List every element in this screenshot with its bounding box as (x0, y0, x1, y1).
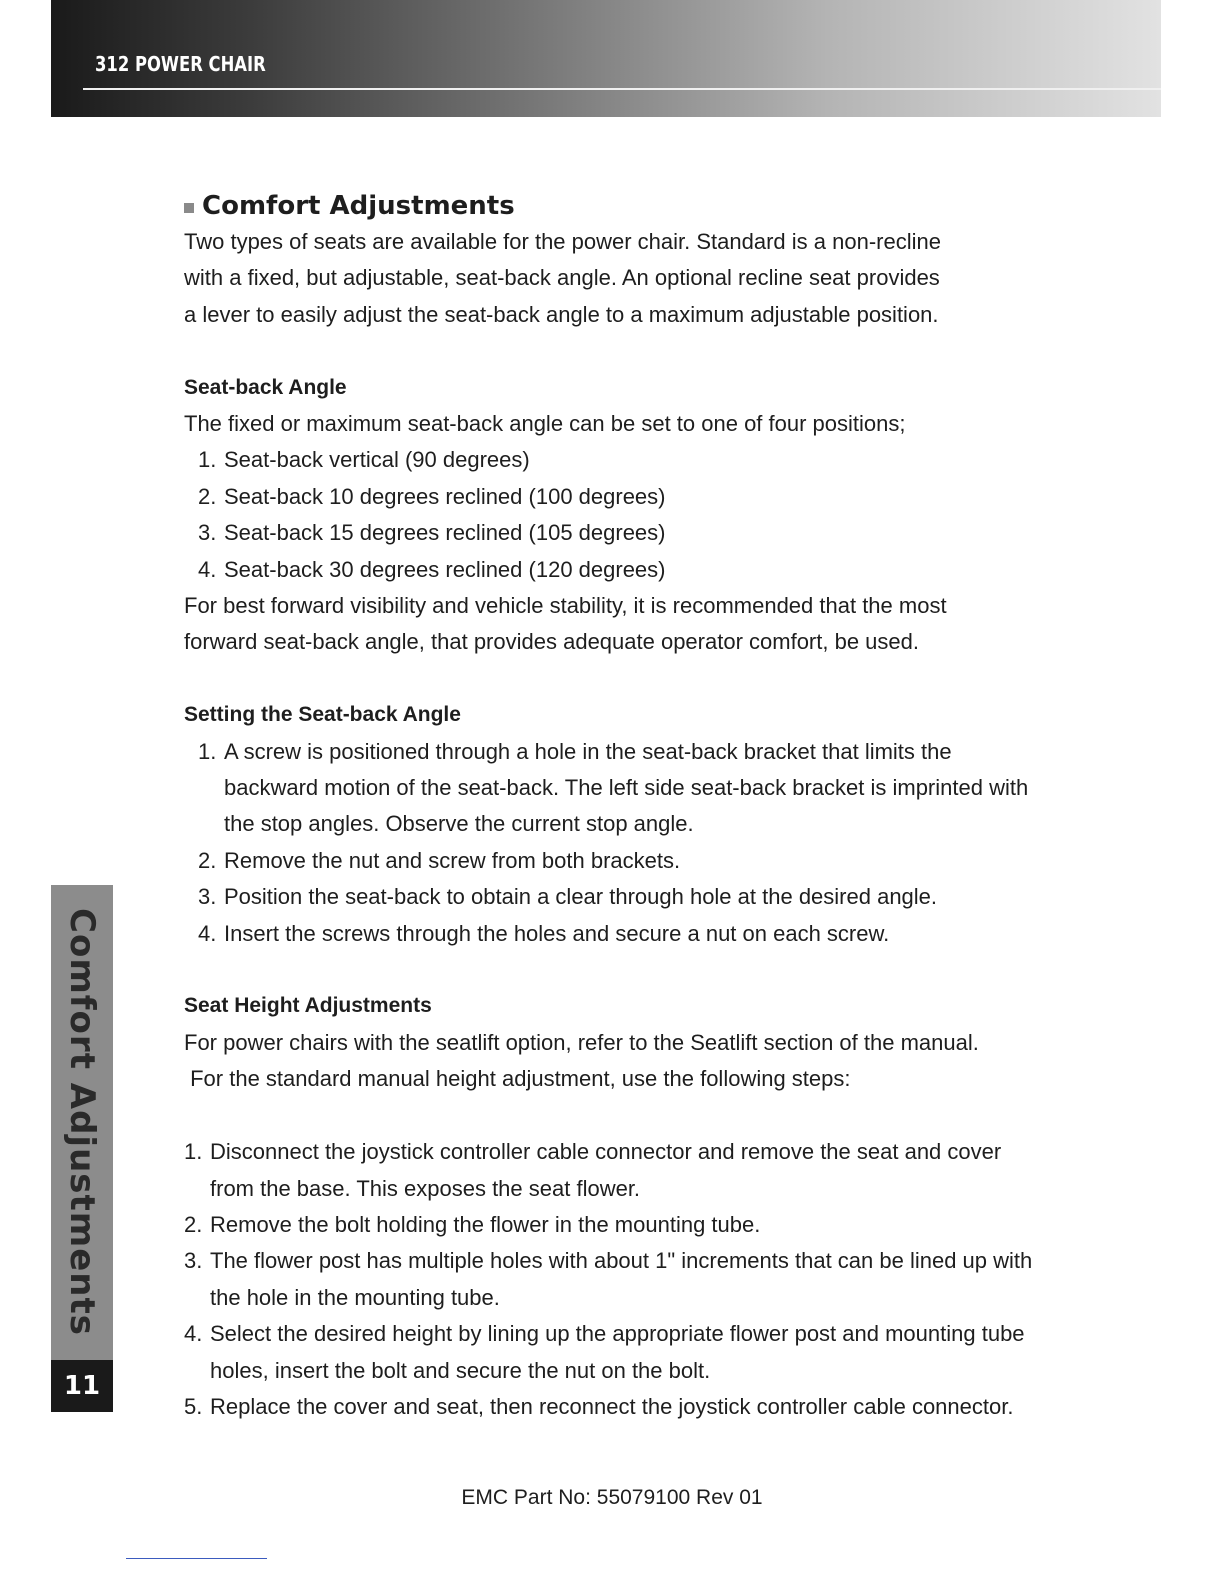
page-number: 11 (51, 1360, 113, 1412)
sidebar-section-tab (51, 885, 113, 1360)
section-heading (184, 188, 1044, 224)
list-item: 2. Seat-back 10 degrees reclined (100 degrees) (198, 483, 666, 509)
height-intro-line-2: For the standard manual height adjustment, use the following steps: (184, 1066, 851, 1092)
intro-line-2: with a fixed, but adjustable, seat-back angle. An optional recline seat provides (184, 265, 940, 291)
list-item: 2. Remove the nut and screw from both brackets. (198, 847, 681, 873)
intro-line-3: a lever to easily adjust the seat-back angle to a maximum adjustable position. (184, 301, 939, 327)
list-item: 2. Remove the bolt holding the flower in the mounting tube. (184, 1211, 761, 1237)
section-heading-text: Comfort Adjustments (202, 191, 515, 221)
list-item: 1. Disconnect the joystick controller cable connector and remove the seat and cover from the base. This exposes the seat flower. (184, 1139, 1002, 1201)
list-item: 1. Seat-back vertical (90 degrees) (198, 447, 530, 473)
height-intro-line-1: For power chairs with the seatlift option, refer to the Seatlift section of the manual. (184, 1029, 979, 1055)
sidebar-section-label: Comfort Adjustments (62, 908, 102, 1336)
footer-rule (126, 1558, 267, 1559)
list-item: 4. Insert the screws through the holes and secure a nut on each screw. (198, 920, 890, 946)
list-item: 3. The flower post has multiple holes with about 1" increments that can be lined up with the hole in the mounting tube. (184, 1248, 1033, 1310)
height-steps-list (184, 1134, 1044, 1425)
setting-steps-list (184, 734, 1044, 952)
main-content (184, 188, 1044, 1425)
list-item: 3. Position the seat-back to obtain a clear through hole at the desired angle. (198, 884, 938, 910)
intro-line-1: Two types of seats are available for the power chair. Standard is a non-recline (184, 229, 941, 254)
seatback-angle-heading: Seat-back Angle (184, 375, 347, 399)
seatback-note-line-2: forward seat-back angle, that provides adequate operator comfort, be used. (184, 629, 919, 655)
page-header (51, 0, 1161, 117)
seatback-positions-list (184, 442, 1044, 588)
list-item: 5. Replace the cover and seat, then reconnect the joystick controller cable connector. (184, 1393, 1014, 1419)
list-item: 3. Seat-back 15 degrees reclined (105 degrees) (198, 520, 666, 546)
seat-height-heading: Seat Height Adjustments (184, 994, 432, 1018)
list-item: 4. Seat-back 30 degrees reclined (120 degrees) (198, 556, 666, 582)
header-title: 312 POWER CHAIR (95, 52, 266, 76)
seatback-note-line-1: For best forward visibility and vehicle stability, it is recommended that the most (184, 593, 947, 619)
footer-part-number: EMC Part No: 55079100 Rev 01 (461, 1486, 763, 1509)
list-item: 1. A screw is positioned through a hole in the seat-back bracket that limits the backward motion of the seat-back. The left side seat-back bracket is imprinted with the stop angles. Observe the current stop angle. (198, 738, 1029, 837)
seatback-intro: The fixed or maximum seat-back angle can be set to one of four positions; (184, 411, 906, 437)
list-item: 4. Select the desired height by lining up the appropriate flower post and mounting tube holes, insert the bolt and secure the nut on the bolt. (184, 1321, 1025, 1383)
square-bullet-icon (184, 203, 194, 213)
header-rule (83, 88, 1161, 90)
setting-angle-heading: Setting the Seat-back Angle (184, 703, 461, 727)
